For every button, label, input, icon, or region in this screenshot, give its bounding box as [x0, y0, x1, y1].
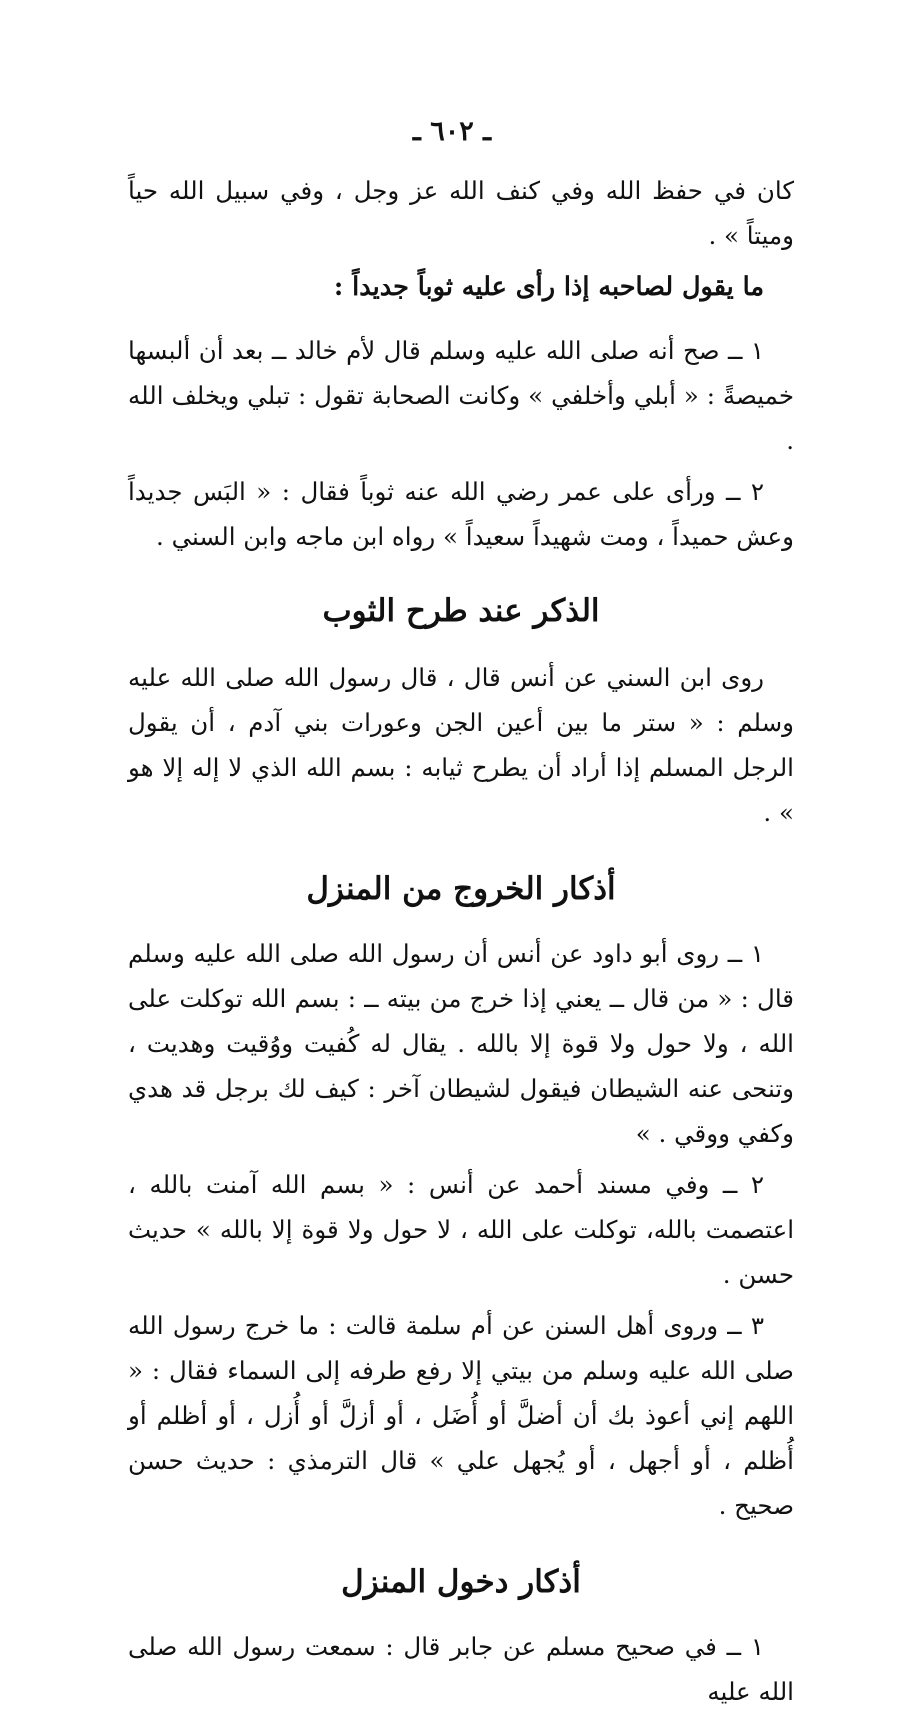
entering-home-paragraph-1: ١ ــ في صحيح مسلم عن جابر قال : سمعت رسول الله صلى الله عليه — [128, 1632, 794, 1706]
leaving-home-paragraph-2: ٢ ــ وفي مسند أحمد عن أنس : « بسم الله آمنت بالله ، اعتصمت بالله، توكلت على الله ، لا حول ولا قوة إلا بالله » حديث حسن . — [128, 1170, 794, 1289]
opening-line: كان في حفظ الله وفي كنف الله عز وجل ، وفي سبيل الله حياً وميتاً » . — [128, 176, 794, 250]
section-title-leaving-home: أذكار الخروج من المنزل — [306, 871, 616, 907]
page-number: ـ ٦٠٢ ـ — [412, 116, 492, 147]
leaving-home-paragraph-1: ١ ــ روى أبو داود عن أنس أن رسول الله صلى الله عليه وسلم قال : « من قال ــ يعني إذا خرج من بيته ــ : بسم الله توكلت على الله ، ولا حول ولا قوة إلا بالله . يقال له كُفيت ووُقيت وهديت ، وتنحى عنه الشيطان فيقول لشيطان آخر : كيف لك برجل قد هدي وكفي ووقي . » — [128, 939, 794, 1148]
page-body — [128, 168, 794, 1720]
subheading-new-garment: ما يقول لصاحبه إذا رأى عليه ثوباً جديداً : — [333, 272, 764, 302]
undress-paragraph: روى ابن السني عن أنس قال ، قال رسول الله صلى الله عليه وسلم : « ستر ما بين أعين الجن وعورات بني آدم ، أن يقول الرجل المسلم إذا أراد أن يطرح ثيابه : بسم الله الذي لا إله إلا هو » . — [128, 663, 794, 827]
new-garment-paragraph-1: ١ ــ صح أنه صلى الله عليه وسلم قال لأم خالد ــ بعد أن ألبسها خميصةً : « أبلي وأخلفي » وكانت الصحابة تقول : تبلي ويخلف الله . — [128, 336, 794, 455]
section-title-undress: الذكر عند طرح الثوب — [322, 593, 600, 629]
section-title-entering-home: أذكار دخول المنزل — [341, 1564, 581, 1600]
new-garment-paragraph-2: ٢ ــ ورأى على عمر رضي الله عنه ثوباً فقال : « البَس جديداً وعش حميداً ، ومت شهيداً سعيداً » رواه ابن ماجه وابن السني . — [128, 477, 794, 551]
leaving-home-paragraph-3: ٣ ــ وروى أهل السنن عن أم سلمة قالت : ما خرج رسول الله صلى الله عليه وسلم من بيتي إلا رفع طرفه إلى السماء فقال : « اللهم إني أعوذ بك أن أضلَّ أو أُضَل ، أو أزلَّ أو أُزل ، أو أظلم أو أُظلم ، أو أجهل ، أو يُجهل علي » قال الترمذي : حديث حسن صحيح . — [128, 1311, 794, 1520]
